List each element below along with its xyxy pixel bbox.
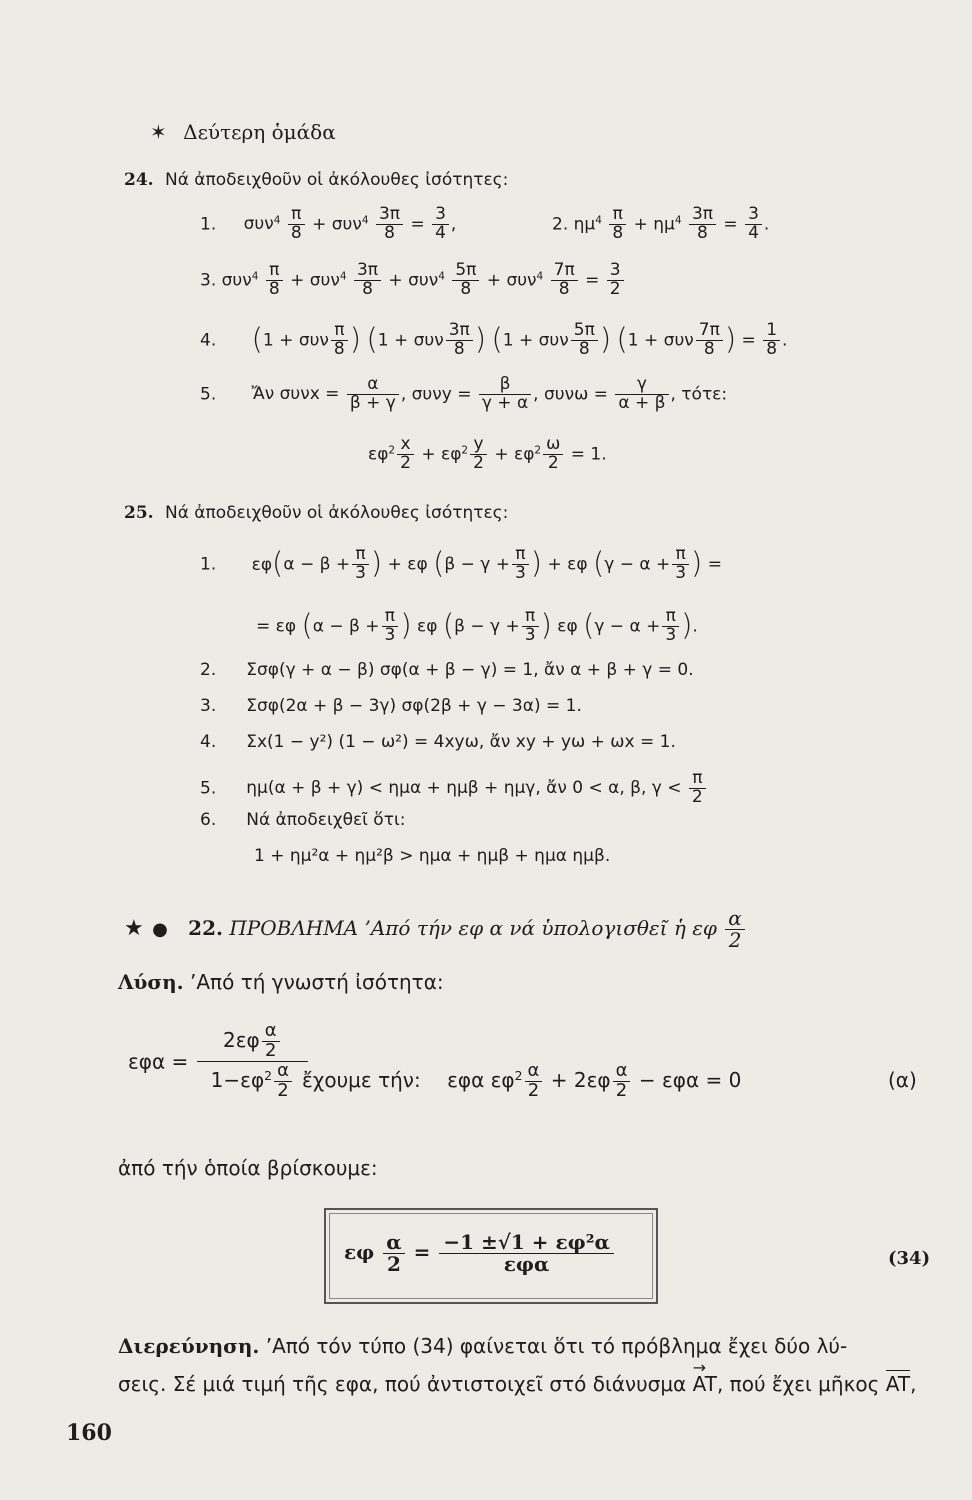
discussion-line-1: Διερεύνηση. ’Από τόν τύπο (34) φαίνεται ὅτι τό πρόβλημα ἔχει δύο λύ-: [118, 1334, 848, 1358]
equation-tag-a: (α): [888, 1068, 917, 1092]
discussion-line-2: σεις. Σέ μιά τιμή τῆς εφα, πού ἀντιστοιχεῖ στό διάνυσμα → AT, πού ἔχει μῆκος AT,: [118, 1372, 916, 1396]
page-number: 160: [66, 1420, 112, 1446]
segment-AT: AT: [885, 1372, 911, 1396]
vector-AT: → AT: [693, 1372, 717, 1396]
solution-transition: ἀπό τήν ὁποία βρίσκουμε:: [118, 1156, 378, 1180]
identity-25-5: 5. ημ(α + β + γ) < ημα + ημβ + ημγ, ἄν 0 < α, β, γ < $\frac{\pi}{2}$: [200, 770, 708, 807]
section-header: [150, 120, 336, 144]
identity-25-3: 3. Σσφ(2α + β − 3γ) σφ(2β + γ − 3α) = 1.: [200, 696, 582, 716]
star-icon: ✶: [150, 120, 167, 144]
identity-25-4: 4. Σx(1 − y²) (1 − ω²) = 4xyω, ἄν xy + yω + ωx = 1.: [200, 732, 676, 752]
identity-24-3: 3. συν$^4$ $\frac{\pi}{8}$ + συν$^4$ $\frac{3\pi}{8}$ + συν$^4$ $\frac{5\pi}{8}$ + συν$^4$ $\frac{7\pi}{8}$ = $\frac{3}{2}$: [200, 262, 626, 299]
identity-25-1-rhs: = εφ (α − β + $\frac{\pi}{3}$ ) εφ (β − γ + $\frac{\pi}{3}$ ) εφ (γ − α + $\frac{\pi}{3}$ ).: [256, 606, 698, 646]
tangent-identity: εφα = 2εφ $\frac{\alpha}{2}$ $1-\varepsilon\varphi^2$ $\frac{\alpha}{2}$: [128, 1022, 310, 1101]
identity-25-6-statement: 1 + ημ²α + ημ²β > ημα + ημβ + ημα ημβ.: [254, 846, 611, 866]
identity-24-5-result: $\varepsilon\varphi^2$ $\frac{x}{2}$ + $\varepsilon\varphi^2$ $\frac{y}{2}$ + $\varepsilon\varphi^2$ $\frac{\omega}{2}$ = 1.: [368, 434, 607, 473]
identity-24-4: 4. (1 + συν $\frac{\pi}{8}$ ) (1 + συν $\frac{3\pi}{8}$ ) (1 + συν $\frac{5\pi}{8}$ ) (1 + συν $\frac{7\pi}{8}$ ) = $\frac{1}{8}$ .: [200, 320, 788, 360]
identity-24-1: 1. συν$^4$ $\frac{\pi}{8}$ + συν$^4$ $\frac{3\pi}{8}$ = $\frac{3}{4}$ ,: [200, 204, 457, 243]
identity-24-2: 2. $\eta\mu^4$ $\frac{\pi}{8}$ + $\eta\mu^4$ $\frac{3\pi}{8}$ = $\frac{3}{4}$ .: [552, 204, 770, 243]
identity-24-5: 5. Ἄν συνx = $\frac{\alpha}{\beta + \gamma}$ , συνy = $\frac{\beta}{\gamma + \alpha}$ , συνω = $\frac{\gamma}{\alpha + \beta}$ , τότε:: [200, 374, 728, 413]
section-title: Δεύτερη ὁμάδα: [183, 120, 336, 144]
exercise-24-heading: 24. Νά ἀποδειχθοῦν οἱ ἀκόλουθες ἰσότητες:: [124, 170, 509, 190]
solution-intro: Λύση. ’Από τή γνωστή ἰσότητα:: [118, 970, 444, 994]
equation-tag-34: (34): [888, 1248, 931, 1269]
identity-25-2: 2. Σσφ(γ + α − β) σφ(α + β − γ) = 1, ἄν α + β + γ = 0.: [200, 660, 694, 680]
exercise-25-heading: 25. Νά ἀποδειχθοῦν οἱ ἀκόλουθες ἰσότητες:: [124, 503, 509, 523]
identity-25-1: 1. εφ(α − β + $\frac{\pi}{3}$ ) + εφ (β − γ + $\frac{\pi}{3}$ ) + εφ (γ − α + $\frac{\pi}{3}$ ) =: [200, 544, 722, 584]
bullet-dot-icon: ●: [152, 919, 168, 940]
problem-22-heading: ★ ● 22. ΠΡΟΒΛΗΜΑ ’Από τήν εφ α νά ὑπολογισθεῖ ἡ εφ $\frac{\alpha}{2}$: [124, 908, 747, 951]
half-angle-tangent-formula: εφ $\frac{\alpha}{2}$ = $\frac{\text{−1 ±√1 + εφ²α}}{\text{εφα}}$: [344, 1232, 616, 1275]
quadratic-equation: ἔχουμε τήν: εφα $\varepsilon\varphi^2$ $\frac{\alpha}{2}$ + 2εφ $\frac{\alpha}{2}$ − εφα = 0: [302, 1060, 742, 1101]
identity-25-6: 6. Νά ἀποδειχθεῖ ὅτι:: [200, 810, 406, 830]
star-icon: ★: [124, 916, 144, 941]
